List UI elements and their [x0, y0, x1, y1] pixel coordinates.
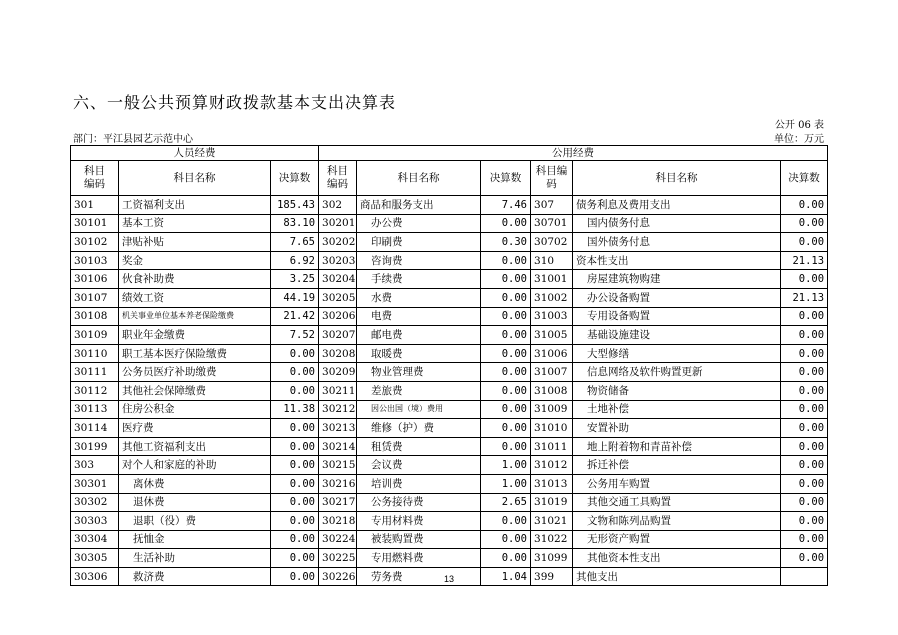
amount-cell: 0.00 [781, 549, 828, 568]
name-cell: 债务利息及费用支出 [573, 196, 781, 215]
code-cell: 30109 [71, 326, 119, 345]
amount-cell: 0.00 [271, 419, 319, 438]
name-cell: 印刷费 [357, 233, 481, 252]
code-cell: 30114 [71, 419, 119, 438]
table-row [71, 549, 828, 568]
code-cell: 30203 [319, 251, 357, 270]
table-row [71, 288, 828, 307]
amount-cell: 0.00 [481, 400, 531, 419]
amount-cell: 0.00 [781, 474, 828, 493]
code-cell: 30213 [319, 419, 357, 438]
name-cell: 工资福利支出 [119, 196, 271, 215]
name-cell: 津贴补贴 [119, 233, 271, 252]
name-cell: 会议费 [357, 456, 481, 475]
name-cell: 土地补偿 [573, 400, 781, 419]
amount-cell: 0.00 [271, 493, 319, 512]
amount-cell: 1.00 [481, 456, 531, 475]
group-header-personnel: 人员经费 [71, 146, 319, 161]
header-code-2: 科目 编码 [319, 161, 357, 196]
group-header-public: 公用经费 [319, 146, 828, 161]
code-cell: 30218 [319, 512, 357, 531]
code-cell: 30206 [319, 307, 357, 326]
amount-cell: 0.00 [781, 270, 828, 289]
code-cell: 30215 [319, 456, 357, 475]
amount-cell: 0.00 [481, 419, 531, 438]
amount-cell: 0.00 [481, 381, 531, 400]
amount-cell: 0.00 [781, 307, 828, 326]
header-name-3: 科目名称 [573, 161, 781, 196]
header-code-3: 科目编 码 [531, 161, 573, 196]
name-cell: 差旅费 [357, 381, 481, 400]
code-cell: 31010 [531, 419, 573, 438]
code-cell: 31011 [531, 437, 573, 456]
page-number: 13 [443, 574, 454, 584]
name-cell: 国内债务付息 [573, 214, 781, 233]
name-cell: 被装购置费 [357, 530, 481, 549]
code-cell: 30202 [319, 233, 357, 252]
amount-cell: 0.00 [481, 251, 531, 270]
name-cell: 物业管理费 [357, 363, 481, 382]
code-cell: 30103 [71, 251, 119, 270]
page-title: 六、一般公共预算财政拨款基本支出决算表 [73, 93, 397, 112]
name-cell: 公务用车购置 [573, 474, 781, 493]
code-cell: 30111 [71, 363, 119, 382]
code-cell: 30204 [319, 270, 357, 289]
code-cell: 31001 [531, 270, 573, 289]
code-cell: 30224 [319, 530, 357, 549]
name-cell: 物资储备 [573, 381, 781, 400]
name-cell: 资本性支出 [573, 251, 781, 270]
code-cell: 30211 [319, 381, 357, 400]
name-cell: 绩效工资 [119, 288, 271, 307]
form-number: 公开 06 表 [774, 120, 824, 131]
code-cell: 30207 [319, 326, 357, 345]
code-cell: 30208 [319, 344, 357, 363]
code-cell: 30306 [71, 567, 119, 586]
amount-cell: 0.00 [481, 288, 531, 307]
name-cell: 其他交通工具购置 [573, 493, 781, 512]
amount-cell: 11.38 [271, 400, 319, 419]
code-cell: 30702 [531, 233, 573, 252]
amount-cell: 21.13 [781, 288, 828, 307]
amount-cell: 0.00 [481, 344, 531, 363]
name-cell: 离休费 [119, 474, 271, 493]
amount-cell: 0.00 [481, 307, 531, 326]
table-row [71, 196, 828, 215]
amount-cell: 7.65 [271, 233, 319, 252]
header-name-1: 科目名称 [119, 161, 271, 196]
code-cell: 30216 [319, 474, 357, 493]
code-cell: 31013 [531, 474, 573, 493]
code-cell: 30199 [71, 437, 119, 456]
code-cell: 31005 [531, 326, 573, 345]
name-cell: 其他支出 [573, 567, 781, 586]
table-row [71, 512, 828, 531]
table-row [71, 419, 828, 438]
name-cell: 专用燃料费 [357, 549, 481, 568]
table-row [71, 493, 828, 512]
amount-cell: 0.00 [271, 567, 319, 586]
name-cell: 公务接待费 [357, 493, 481, 512]
expenditure-table [70, 145, 828, 586]
name-cell: 对个人和家庭的补助 [119, 456, 271, 475]
name-cell: 其他资本性支出 [573, 549, 781, 568]
name-cell: 住房公积金 [119, 400, 271, 419]
code-cell: 30226 [319, 567, 357, 586]
code-cell: 31003 [531, 307, 573, 326]
amount-cell: 0.00 [271, 456, 319, 475]
amount-cell: 2.65 [481, 493, 531, 512]
amount-cell: 0.00 [781, 456, 828, 475]
amount-cell: 0.00 [481, 214, 531, 233]
amount-cell: 0.00 [271, 437, 319, 456]
code-cell: 31008 [531, 381, 573, 400]
code-cell: 30112 [71, 381, 119, 400]
amount-cell: 83.10 [271, 214, 319, 233]
table-row [71, 437, 828, 456]
code-cell: 30225 [319, 549, 357, 568]
name-cell: 专用设备购置 [573, 307, 781, 326]
code-cell: 30214 [319, 437, 357, 456]
name-cell: 电费 [357, 307, 481, 326]
header-amount-3: 决算数 [781, 161, 828, 196]
code-cell: 302 [319, 196, 357, 215]
table-row [71, 530, 828, 549]
name-cell: 邮电费 [357, 326, 481, 345]
amount-cell: 0.00 [481, 437, 531, 456]
name-cell: 大型修缮 [573, 344, 781, 363]
name-cell: 培训费 [357, 474, 481, 493]
name-cell: 基本工资 [119, 214, 271, 233]
amount-cell: 0.00 [481, 512, 531, 531]
code-cell: 30101 [71, 214, 119, 233]
name-cell: 水费 [357, 288, 481, 307]
amount-cell: 21.13 [781, 251, 828, 270]
name-cell: 拆迁补偿 [573, 456, 781, 475]
code-cell: 30113 [71, 400, 119, 419]
code-cell: 31021 [531, 512, 573, 531]
amount-cell: 0.00 [781, 196, 828, 215]
table-row [71, 270, 828, 289]
table-row [71, 381, 828, 400]
table-row [71, 344, 828, 363]
name-cell: 职工基本医疗保险缴费 [119, 344, 271, 363]
amount-cell: 0.00 [271, 549, 319, 568]
name-cell: 抚恤金 [119, 530, 271, 549]
code-cell: 399 [531, 567, 573, 586]
name-cell: 文物和陈列品购置 [573, 512, 781, 531]
name-cell: 退休费 [119, 493, 271, 512]
amount-cell: 0.00 [781, 381, 828, 400]
name-cell: 退职（役）费 [119, 512, 271, 531]
code-cell: 30205 [319, 288, 357, 307]
group-header-row [71, 146, 828, 161]
amount-cell: 0.00 [781, 233, 828, 252]
amount-cell: 0.00 [781, 344, 828, 363]
name-cell: 奖金 [119, 251, 271, 270]
amount-cell: 0.00 [781, 512, 828, 531]
code-cell: 31007 [531, 363, 573, 382]
table-row [71, 214, 828, 233]
code-cell: 31019 [531, 493, 573, 512]
amount-cell: 0.00 [481, 530, 531, 549]
amount-cell: 0.30 [481, 233, 531, 252]
amount-cell: 0.00 [781, 419, 828, 438]
code-cell: 30102 [71, 233, 119, 252]
code-cell: 307 [531, 196, 573, 215]
code-cell: 30107 [71, 288, 119, 307]
department-label: 部门：平江县园艺示范中心 [73, 134, 193, 145]
name-cell: 生活补助 [119, 549, 271, 568]
name-cell: 办公设备购置 [573, 288, 781, 307]
amount-cell: 7.52 [271, 326, 319, 345]
unit-label: 单位：万元 [774, 134, 824, 145]
name-cell: 其他工资福利支出 [119, 437, 271, 456]
amount-cell: 1.00 [481, 474, 531, 493]
amount-cell: 0.00 [271, 530, 319, 549]
header-amount-1: 决算数 [271, 161, 319, 196]
name-cell: 国外债务付息 [573, 233, 781, 252]
code-cell: 30212 [319, 400, 357, 419]
code-cell: 30110 [71, 344, 119, 363]
name-cell: 专用材料费 [357, 512, 481, 531]
amount-cell: 0.00 [481, 326, 531, 345]
header-name-2: 科目名称 [357, 161, 481, 196]
table-row [71, 400, 828, 419]
name-cell: 咨询费 [357, 251, 481, 270]
amount-cell: 7.46 [481, 196, 531, 215]
code-cell: 303 [71, 456, 119, 475]
code-cell: 30701 [531, 214, 573, 233]
name-cell: 救济费 [119, 567, 271, 586]
header-amount-2: 决算数 [481, 161, 531, 196]
name-cell: 公务员医疗补助缴费 [119, 363, 271, 382]
amount-cell: 44.19 [271, 288, 319, 307]
name-cell: 信息网络及软件购置更新 [573, 363, 781, 382]
code-cell: 31012 [531, 456, 573, 475]
amount-cell: 185.43 [271, 196, 319, 215]
table-row [71, 326, 828, 345]
amount-cell: 0.00 [271, 363, 319, 382]
table-row [71, 251, 828, 270]
table-row [71, 363, 828, 382]
amount-cell: 3.25 [271, 270, 319, 289]
name-cell: 地上附着物和青苗补偿 [573, 437, 781, 456]
name-cell: 维修（护）费 [357, 419, 481, 438]
amount-cell: 1.04 [481, 567, 531, 586]
code-cell: 30302 [71, 493, 119, 512]
amount-cell: 0.00 [271, 512, 319, 531]
code-cell: 310 [531, 251, 573, 270]
amount-cell: 0.00 [481, 270, 531, 289]
code-cell: 31009 [531, 400, 573, 419]
code-cell: 30305 [71, 549, 119, 568]
code-cell: 31006 [531, 344, 573, 363]
code-cell: 30106 [71, 270, 119, 289]
amount-cell: 0.00 [781, 214, 828, 233]
header-code-1: 科目 编码 [71, 161, 119, 196]
name-cell: 机关事业单位基本养老保险缴费 [119, 307, 271, 326]
column-header-row [71, 161, 828, 196]
name-cell: 房屋建筑物购建 [573, 270, 781, 289]
amount-cell: 0.00 [271, 381, 319, 400]
name-cell: 因公出国（境）费用 [357, 400, 481, 419]
table-row [71, 233, 828, 252]
table-row [71, 307, 828, 326]
code-cell: 31022 [531, 530, 573, 549]
amount-cell: 0.00 [781, 326, 828, 345]
amount-cell: 6.92 [271, 251, 319, 270]
name-cell: 手续费 [357, 270, 481, 289]
amount-cell: 0.00 [781, 437, 828, 456]
name-cell: 安置补助 [573, 419, 781, 438]
name-cell: 取暖费 [357, 344, 481, 363]
amount-cell: 0.00 [481, 363, 531, 382]
code-cell: 31099 [531, 549, 573, 568]
code-cell: 301 [71, 196, 119, 215]
amount-cell: 21.42 [271, 307, 319, 326]
amount-cell: 0.00 [781, 363, 828, 382]
name-cell: 伙食补助费 [119, 270, 271, 289]
name-cell: 商品和服务支出 [357, 196, 481, 215]
amount-cell: 0.00 [271, 474, 319, 493]
table-row [71, 474, 828, 493]
code-cell: 31002 [531, 288, 573, 307]
name-cell: 医疗费 [119, 419, 271, 438]
amount-cell: 0.00 [271, 344, 319, 363]
name-cell: 其他社会保障缴费 [119, 381, 271, 400]
code-cell: 30201 [319, 214, 357, 233]
code-cell: 30303 [71, 512, 119, 531]
name-cell: 租赁费 [357, 437, 481, 456]
amount-cell: 0.00 [781, 493, 828, 512]
code-cell: 30108 [71, 307, 119, 326]
code-cell: 30217 [319, 493, 357, 512]
code-cell: 30209 [319, 363, 357, 382]
table-row [71, 456, 828, 475]
amount-cell: 0.00 [781, 400, 828, 419]
code-cell: 30304 [71, 530, 119, 549]
amount-cell: 0.00 [481, 549, 531, 568]
amount-cell: 0.00 [781, 530, 828, 549]
name-cell: 无形资产购置 [573, 530, 781, 549]
code-cell: 30301 [71, 474, 119, 493]
name-cell: 基础设施建设 [573, 326, 781, 345]
name-cell: 办公费 [357, 214, 481, 233]
name-cell: 劳务费 [357, 567, 481, 586]
name-cell: 职业年金缴费 [119, 326, 271, 345]
